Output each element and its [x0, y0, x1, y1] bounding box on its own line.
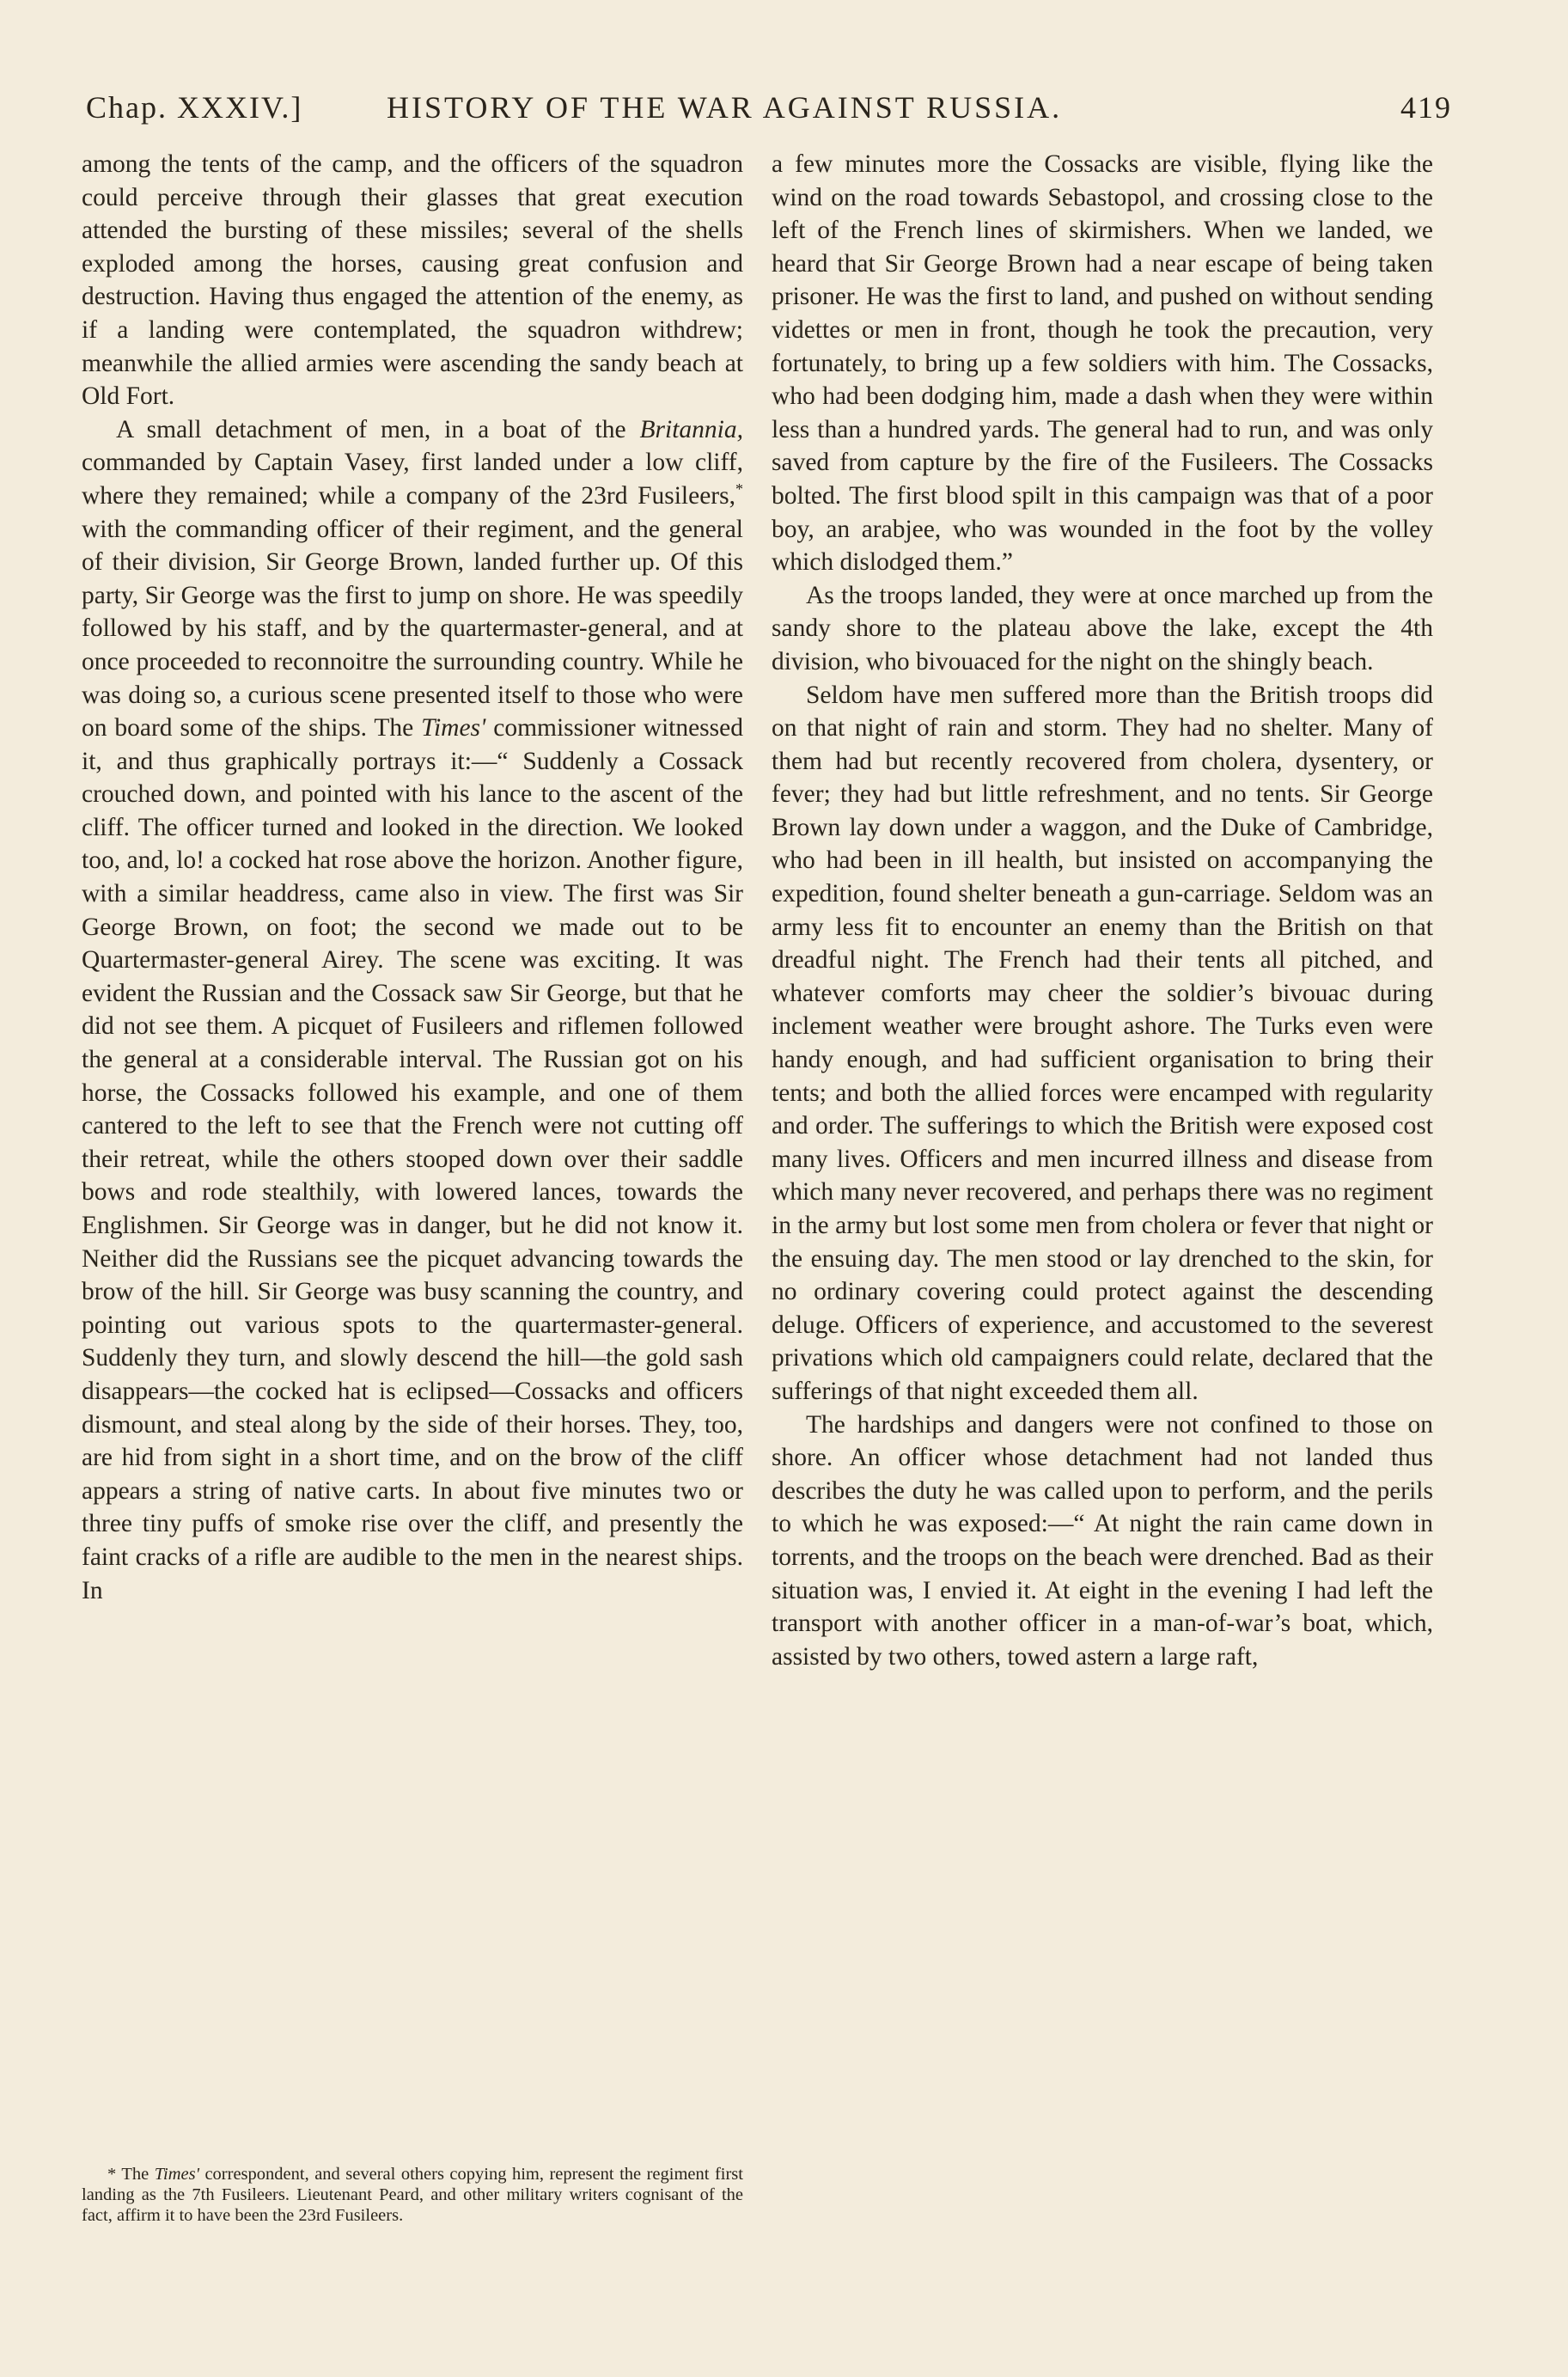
paragraph: a few minutes more the Cossacks are visible, flying like the wind on the road towards Sebastopol, and crossing close to the left of the French lines of skirmishers. When we landed, we heard that Sir George Brown had a near escape of being taken prisoner. He was the first to land, and pushed on without sending videttes or men in front, though he took the precaution, very fortunately, to bring up a few soldiers with him. The Cossacks, who had been dodging him, made a dash when they were within less than a hundred yards. The general had to run, and was only saved from capture by the fire of the Fusileers. The Cossacks bolted. The first blood spilt in this campaign was that of a poor boy, an arabjee, who was wounded in the foot by the volley which dislodged them.”	[772, 150, 1433, 577]
page-number: 419	[1400, 90, 1452, 125]
footnote-marker[interactable]: *	[735, 480, 743, 498]
text-run: commanded by Captain Vasey, first landed under a low cliff, where they remained; while a company of the 23rd Fusileers,	[82, 449, 743, 510]
paragraph: As the troops landed, they were at once marched up from the sandy shore to the plateau above the lake, except the 4th division, who bivouaced for the night on the shingly beach.	[772, 581, 1433, 675]
paragraph	[82, 413, 743, 1607]
paragraph: among the tents of the camp, and the officers of the squadron could perceive through their glasses that great execution attended the bursting of these missiles; several of the shells exploded among the horses, causing great confusion and destruction. Having thus engaged the attention of the enemy, as if a landing were contemplated, the squadron withdrew; meanwhile the allied armies were ascending the sandy beach at Old Fort.	[82, 150, 743, 411]
footnote	[82, 2164, 743, 2226]
paragraph: The hardships and dangers were not confined to those on shore. An officer whose detachment had not landed thus describes the duty he was called upon to perform, and the perils to which he was exposed:—“ At night the rain came down in torrents, and the troops on the beach were drenched. Bad as their situation was, I envied it. At eight in the evening I had left the transport with another officer in a man-of-war’s boat, which, assisted by two others, towed astern a large raft,	[772, 1410, 1433, 1671]
text-run: with the commanding officer of their regiment, and the general of their division, Sir George Brown, landed further up. Of this party, Sir George was the first to jump on shore. He was speedily followed by his staff, and by the quartermaster-general, and at once proceeded to reconnoitre the surrounding country. While he was doing so, a curious scene presented itself to those who were on board some of the ships. The	[82, 515, 743, 742]
ship-name: Britannia,	[639, 415, 743, 443]
newspaper-name: Times'	[421, 714, 486, 742]
running-head	[86, 89, 1452, 132]
left-column	[82, 148, 743, 1607]
footnote-mark: *	[107, 2165, 117, 2184]
newspaper-name: Times'	[154, 2165, 199, 2184]
book-title: HISTORY OF THE WAR AGAINST RUSSIA.	[387, 90, 1063, 125]
text-run: The	[116, 2165, 155, 2184]
text-run: A small detachment of men, in a boat of the	[116, 415, 640, 443]
paragraph: Seldom have men suffered more than the British troops did on that night of rain and storm. They had no shelter. Many of them had but recently recovered from cholera, dysentery, or fever; they had but little refreshment, and no tents. Sir George Brown lay down under a waggon, and the Duke of Cambridge, who had been in ill health, but insisted on accompanying the expedition, found shelter beneath a gun-carriage. Seldom was an army less fit to encounter an enemy than the British on that dreadful night. The French had their tents all pitched, and whatever comforts may cheer the soldier’s bivouac during inclement weather were brought ashore. The Turks even were handy enough, and had sufficient organisation to bring their tents; and both the allied forces were encamped with regularity and order. The sufferings to which the British were exposed cost many lives. Officers and men incurred illness and disease from which many never recovered, and perhaps there was no regiment in the army but lost some men from cholera or fever that night or the ensuing day. The men stood or lay drenched to the skin, for no ordinary covering could protect against the descending deluge. Officers of experience, and accustomed to the severest privations which old campaigners could relate, declared that the sufferings of that night exceeded them all.	[772, 681, 1433, 1405]
right-column	[772, 148, 1433, 1673]
text-run: commissioner witnessed it, and thus graphically portrays it:—“ Suddenly a Cossack crouched down, and pointed with his lance to the ascent of the cliff. The officer turned and looked in the direction. We looked too, and, lo! a cocked hat rose above the horizon. Another figure, with a similar headdress, came also in view. The first was Sir George Brown, on foot; the second we made out to be Quartermaster-general Airey. The scene was exciting. It was evident the Russian and the Cossack saw Sir George, but that he did not see them. A picquet of Fusileers and riflemen followed the general at a considerable interval. The Russian got on his horse, the Cossacks followed his example, and one of them cantered to the left to see that the French were not cutting off their retreat, while the others stooped down over their saddle bows and rode stealthily, with lowered lances, towards the Englishmen. Sir George was in danger, but he did not know it. Neither did the Russians see the picquet advancing towards the brow of the hill. Sir George was busy scanning the country, and pointing out various spots to the quartermaster-general. Suddenly they turn, and slowly descend the hill—the gold sash disappears—the cocked hat is eclipsed—Cossacks and officers dismount, and steal along by the side of their horses. They, too, are hid from sight in a short time, and on the brow of the cliff appears a string of native carts. In about five minutes two or three tiny puffs of smoke rise over the cliff, and presently the faint cracks of a rifle are audible to the men in the nearest ships. In	[82, 714, 743, 1604]
text-run: correspondent, and several others copying him, represent the regiment first landing as the 7th Fusileers. Lieutenant Peard, and other military writers cognisant of the fact, affirm it to have been the 23rd Fusileers.	[82, 2165, 743, 2225]
chapter-label: Chap. XXXIV.]	[86, 90, 303, 125]
